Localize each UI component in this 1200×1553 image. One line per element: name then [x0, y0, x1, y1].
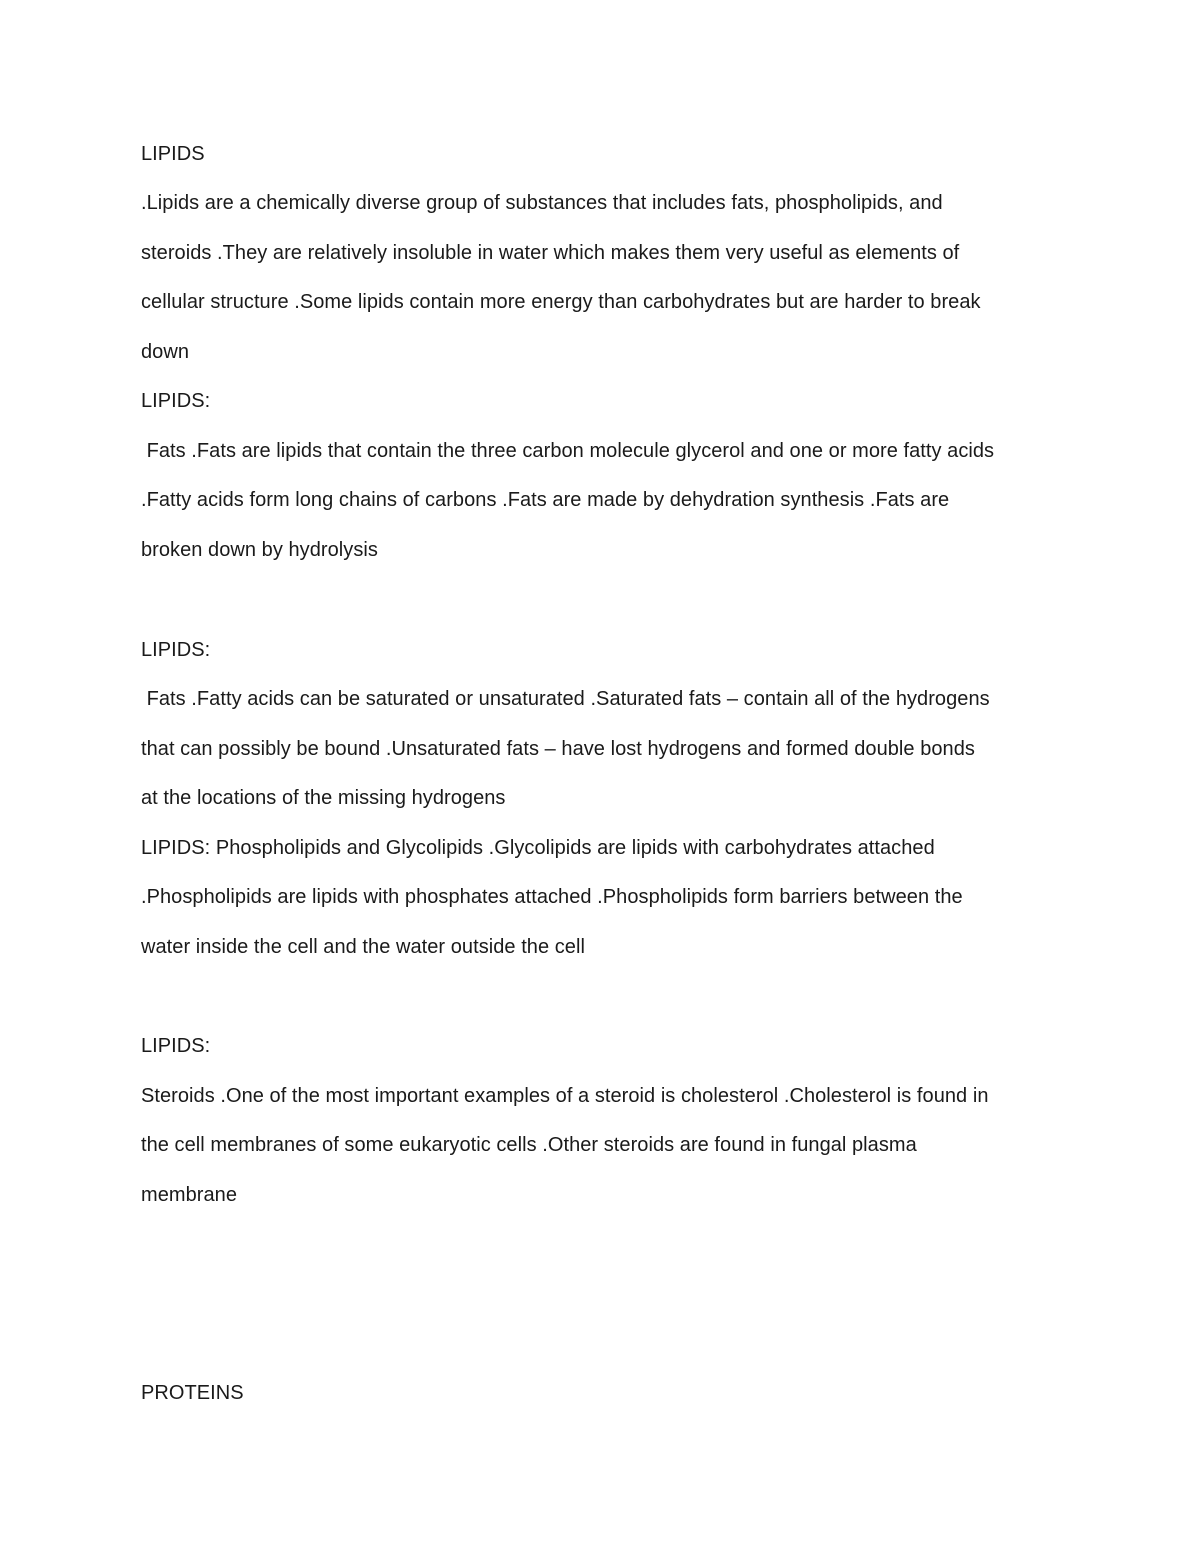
- paragraph-line: membrane: [141, 1184, 237, 1206]
- paragraph-line: down: [141, 341, 190, 363]
- heading-lipids: LIPIDS:: [141, 390, 211, 412]
- paragraph-line: the cell membranes of some eukaryotic cells .Other steroids are found in fungal plasma: [141, 1134, 917, 1156]
- paragraph-line: Fats .Fats are lipids that contain the three carbon molecule glycerol and one or more fatty acids: [141, 440, 995, 462]
- paragraph-line: .Phospholipids are lipids with phosphates attached .Phospholipids form barriers between the: [141, 886, 963, 908]
- paragraph-line: cellular structure .Some lipids contain more energy than carbohydrates but are harder to break: [141, 291, 981, 313]
- paragraph-line: LIPIDS: Phospholipids and Glycolipids .Glycolipids are lipids with carbohydrates attached: [141, 837, 935, 859]
- paragraph-line: Steroids .One of the most important examples of a steroid is cholesterol .Cholesterol is found in: [141, 1085, 989, 1107]
- heading-lipids: LIPIDS:: [141, 1035, 211, 1057]
- paragraph-line: broken down by hydrolysis: [141, 539, 378, 561]
- heading-lipids: LIPIDS:: [141, 639, 211, 661]
- paragraph-line: water inside the cell and the water outside the cell: [141, 936, 585, 958]
- paragraph-line: at the locations of the missing hydrogens: [141, 787, 506, 809]
- heading-proteins: PROTEINS: [141, 1382, 244, 1404]
- paragraph-line: .Fatty acids form long chains of carbons .Fats are made by dehydration synthesis .Fats are: [141, 489, 950, 511]
- paragraph-line: Fats .Fatty acids can be saturated or unsaturated .Saturated fats – contain all of the hydrogens: [141, 688, 990, 710]
- paragraph-line: steroids .They are relatively insoluble in water which makes them very useful as elements of: [141, 242, 960, 264]
- paragraph-line: that can possibly be bound .Unsaturated fats – have lost hydrogens and formed double bonds: [141, 738, 975, 760]
- paragraph-line: .Lipids are a chemically diverse group of substances that includes fats, phospholipids, and: [141, 192, 943, 214]
- heading-lipids: LIPIDS: [141, 143, 205, 165]
